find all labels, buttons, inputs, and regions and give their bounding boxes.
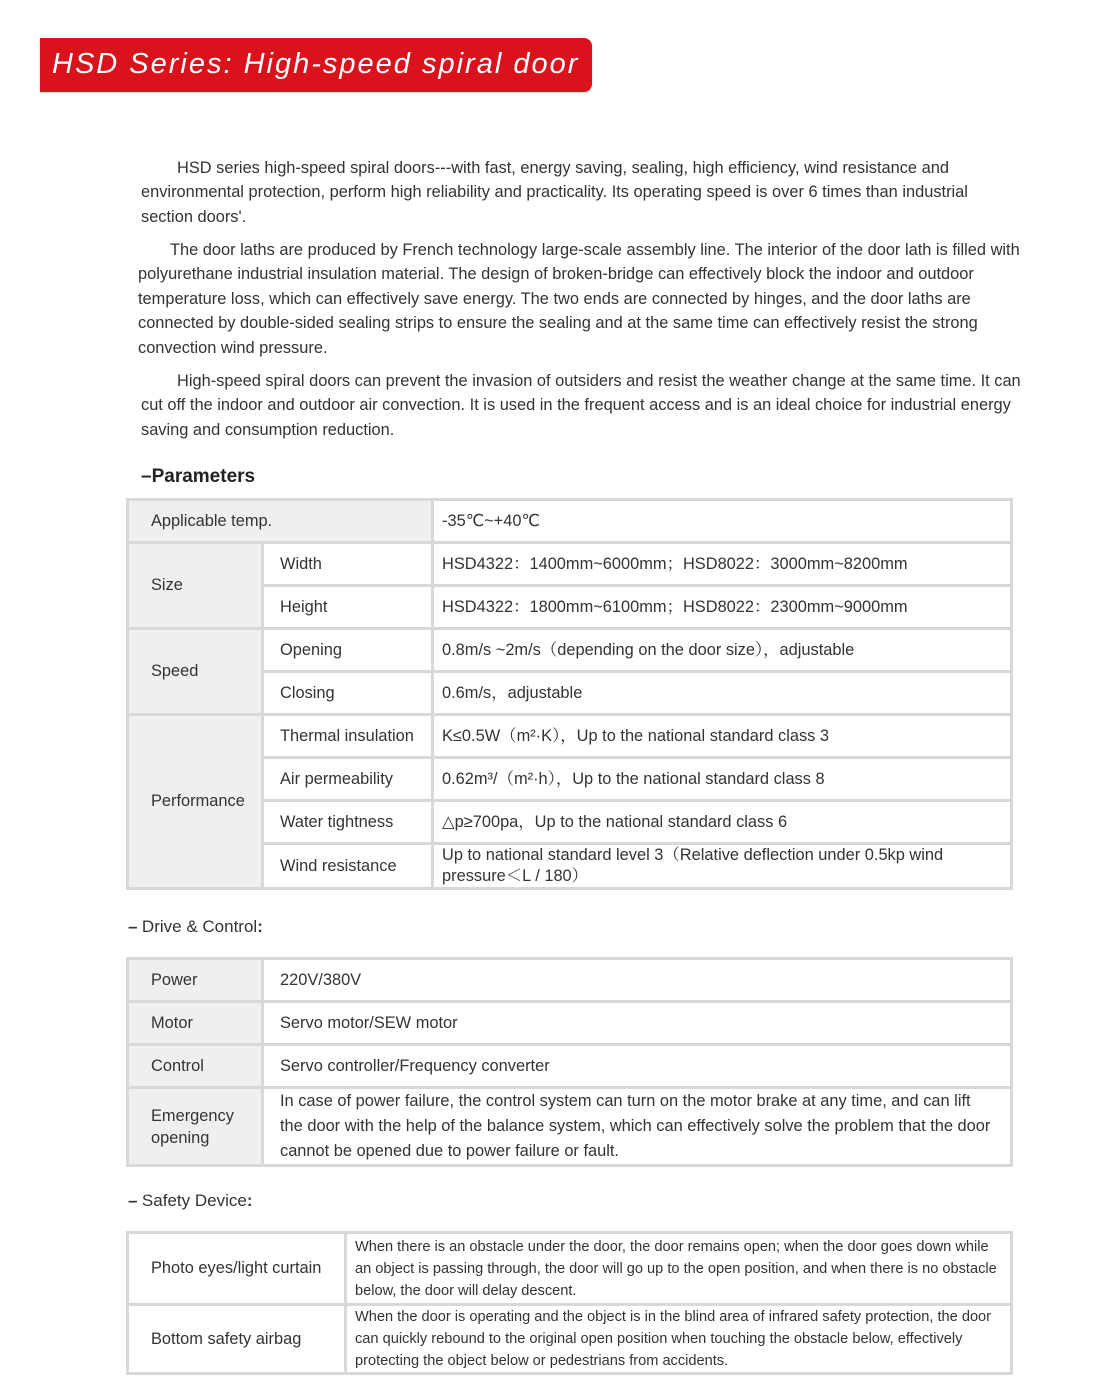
table-row — [128, 1002, 1012, 1045]
wind-label: Wind resistance — [263, 844, 433, 889]
drive-control-table — [126, 957, 1013, 1167]
air-label: Air permeability — [263, 758, 433, 801]
intro-paragraph-2: The door laths are produced by French technology large-scale assembly line. The interior of the door lath is filled with polyurethane industrial insulation material. The design of broken-bridge can effectively block the indoor and outdoor temperature loss, which can effectively save energy. The two ends are connected by hinges, and the door laths are connected by double-sided sealing strips to ensure the sealing and at the same time can effectively resist the strong convection wind pressure. — [138, 241, 1020, 357]
heading-dash: – — [128, 917, 138, 936]
safety-table — [126, 1231, 1013, 1375]
table-row — [128, 629, 1012, 672]
speed-label: Speed — [128, 629, 263, 715]
height-label: Height — [263, 586, 433, 629]
applicable-temp-value: -35℃~+40℃ — [433, 500, 1012, 543]
heading-dash: – — [141, 466, 152, 487]
water-label: Water tightness — [263, 801, 433, 844]
size-label: Size — [128, 543, 263, 629]
table-row — [128, 543, 1012, 586]
opening-label: Opening — [263, 629, 433, 672]
water-value: △p≥700pa，Up to the national standard class 6 — [433, 801, 1012, 844]
safety-airbag-label: Bottom safety airbag — [128, 1305, 346, 1374]
parameters-table — [126, 498, 1013, 890]
parameters-heading: –Parameters — [141, 466, 256, 487]
closing-label: Closing — [263, 672, 433, 715]
drive-control-heading: – Drive & Control: — [128, 917, 263, 936]
emergency-label: Emergency opening — [128, 1088, 263, 1166]
height-value: HSD4322：1800mm~6100mm；HSD8022：2300mm~9000mm — [433, 586, 1012, 629]
closing-value: 0.6m/s，adjustable — [433, 672, 1012, 715]
performance-label: Performance — [128, 715, 263, 889]
title-banner — [40, 38, 592, 92]
emergency-value: In case of power failure, the control system can turn on the motor brake at any time, and can lift the door with the help of the balance system, which can effectively solve the problem that the door cannot be opened due to power failure or fault. — [263, 1088, 1012, 1166]
table-row — [128, 715, 1012, 758]
motor-value: Servo motor/SEW motor — [263, 1002, 1012, 1045]
width-label: Width — [263, 543, 433, 586]
table-row — [128, 1045, 1012, 1088]
thermal-value: K≤0.5W（m²·K），Up to the national standard class 3 — [433, 715, 1012, 758]
safety-airbag-value: When the door is operating and the object is in the blind area of infrared safety protection, the door can quickly rebound to the original open position when touching the obstacle below, effectively protecting the object below or pedestrians from accidents. — [346, 1305, 1012, 1374]
thermal-label: Thermal insulation — [263, 715, 433, 758]
control-value: Servo controller/Frequency converter — [263, 1045, 1012, 1088]
power-label: Power — [128, 959, 263, 1002]
intro-paragraph-1: HSD series high-speed spiral doors---with fast, energy saving, sealing, high efficiency, wind resistance and environmental protection, perform high reliability and practicality. Its operating speed is over 6 times than industrial section doors'. — [141, 159, 968, 226]
wind-value: Up to national standard level 3（Relative deflection under 0.5kp wind pressure＜L / 180） — [433, 844, 1012, 889]
table-row — [128, 1088, 1012, 1166]
intro-paragraph-3: High-speed spiral doors can prevent the invasion of outsiders and resist the weather change at the same time. It can cut off the indoor and outdoor air convection. It is used in the frequent access and is an ideal choice for industrial energy saving and consumption reduction. — [141, 372, 1021, 439]
opening-value: 0.8m/s ~2m/s（depending on the door size），adjustable — [433, 629, 1012, 672]
width-value: HSD4322：1400mm~6000mm；HSD8022：3000mm~8200mm — [433, 543, 1012, 586]
table-row — [128, 1233, 1012, 1305]
applicable-temp-label: Applicable temp. — [128, 500, 433, 543]
table-row — [128, 959, 1012, 1002]
control-label: Control — [128, 1045, 263, 1088]
page-title: HSD Series: High-speed spiral door — [52, 48, 580, 80]
motor-label: Motor — [128, 1002, 263, 1045]
table-row — [128, 1305, 1012, 1374]
heading-dash: – — [128, 1191, 138, 1210]
table-row — [128, 500, 1012, 543]
photo-eyes-value: When there is an obstacle under the door, the door remains open; when the door goes down while an object is passing through, the door will go up to the open position, and when there is no obstacle below, the door will delay descent. — [346, 1233, 1012, 1305]
power-value: 220V/380V — [263, 959, 1012, 1002]
air-value: 0.62m³/（m²·h），Up to the national standard class 8 — [433, 758, 1012, 801]
safety-heading: – Safety Device: — [128, 1191, 253, 1210]
photo-eyes-label: Photo eyes/light curtain — [128, 1233, 346, 1305]
